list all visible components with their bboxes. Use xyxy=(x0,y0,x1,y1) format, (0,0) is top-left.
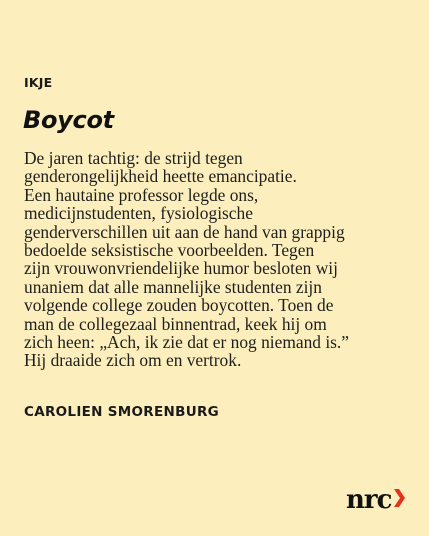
author-name: CAROLIEN SMORENBURG xyxy=(24,404,220,420)
section-label: IKJE xyxy=(24,75,53,90)
body-line: bedoelde seksistische voorbeelden. Tegen xyxy=(24,240,315,261)
body-line: De jaren tachtig: de strijd tegen xyxy=(24,148,243,168)
body-line: genderongelijkheid heette emancipatie. xyxy=(24,166,297,187)
body-line: zich heen: „Ach, ik zie dat er nog niemand is.” xyxy=(24,332,349,353)
body-line: Een hautaine professor legde ons, xyxy=(24,184,259,205)
body-line: Hij draaide zich om en vertrok. xyxy=(24,350,242,371)
logo-wordmark: nrc xyxy=(346,485,392,515)
body-line: zijn vrouwonvriendelijke humor besloten wij xyxy=(24,258,338,279)
body-line: man de collegezaal binnentrad, keek hij om xyxy=(24,313,327,334)
body-line: volgende college zouden boycotten. Toen de xyxy=(24,295,334,316)
chevron-right-icon xyxy=(393,488,406,512)
body-line: medicijnstudenten, fysiologische xyxy=(24,203,253,224)
article-body xyxy=(24,149,424,370)
body-line: unaniem dat alle mannelijke studenten zijn xyxy=(24,276,322,297)
body-line: genderverschillen uit aan de hand van grappig xyxy=(24,221,345,242)
nrc-logo xyxy=(346,486,406,514)
article-title: Boycot xyxy=(23,106,114,134)
